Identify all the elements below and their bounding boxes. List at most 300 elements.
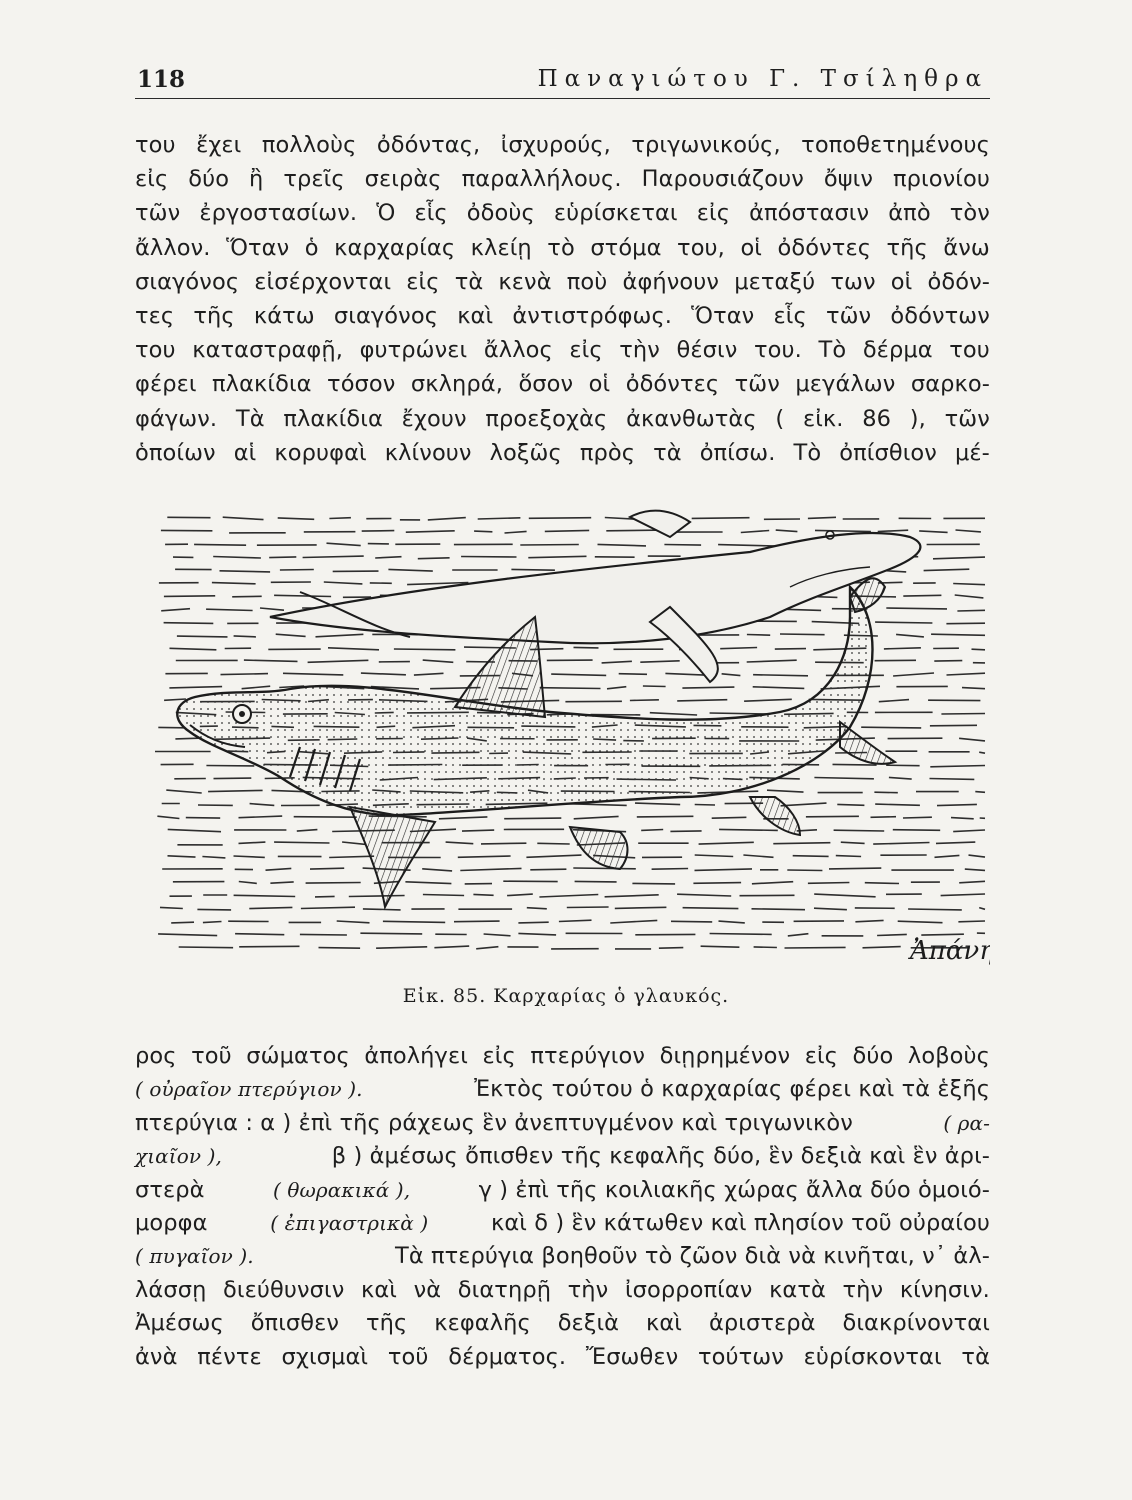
water-stroke [169,687,222,688]
text-line [135,128,990,162]
fin-term: χιαῖον ), [135,1144,222,1169]
water-stroke [462,830,494,831]
water-stroke [474,531,492,532]
word: τὴν [619,337,660,364]
water-stroke [530,869,566,870]
text-line [135,1107,990,1140]
word: νὰ [413,1276,442,1303]
water-stroke [177,636,228,637]
word: ), [909,405,926,432]
water-stroke [874,792,897,793]
water-stroke [280,570,314,571]
word: δύο [188,166,230,193]
water-stroke [383,921,445,922]
water-stroke [741,531,769,533]
water-stroke [903,817,932,818]
water-stroke [972,649,986,650]
word: φάγων. [135,405,218,432]
water-stroke [722,674,741,676]
water-stroke [718,545,777,546]
water-stroke [406,531,455,532]
water-stroke [855,920,883,921]
word: διῃρημένον [659,1043,791,1069]
water-stroke [951,818,974,819]
word: τὸν [949,200,990,227]
water-stroke [573,868,636,869]
text-line [135,1307,990,1340]
water-stroke [269,557,296,558]
word: σιαγόνος [333,302,439,329]
water-stroke [297,830,318,832]
word: ἰσχυρούς, [500,132,611,158]
word: ἀκανθωτὰς [626,405,757,432]
word: του, [677,234,725,261]
water-stroke [337,921,370,923]
water-stroke [875,622,932,623]
word: ὅσον [518,371,574,398]
water-stroke [747,660,797,662]
water-stroke [194,544,246,545]
water-stroke [955,595,984,598]
text-line [135,1140,990,1173]
word: κλείῃ [470,234,532,261]
water-stroke [712,817,747,818]
water-stroke [458,856,511,857]
water-stroke [959,738,985,741]
water-stroke [602,661,632,663]
water-stroke [164,623,214,624]
word: καὶ [360,1276,397,1303]
water-stroke [539,895,598,898]
word: εἷς [773,302,807,329]
word: ὁ [304,234,319,261]
word: τοῦ [191,1043,232,1069]
fin-term: ( θωρακικά ), [273,1177,411,1202]
water-stroke [941,894,985,896]
water-stroke [164,699,186,700]
water-stroke [168,856,196,857]
water-stroke [953,584,985,585]
water-stroke [836,856,861,857]
word: του. [754,337,802,364]
water-stroke [239,816,283,818]
word: τὸ [547,234,575,261]
water-stroke [329,518,351,519]
water-stroke [793,856,829,857]
water-stroke [239,946,299,947]
water-stroke [903,595,941,596]
word: ἄλλος [483,337,553,364]
water-stroke [283,673,343,675]
word: ἀπὸ [888,200,931,227]
water-stroke [780,634,825,635]
water-stroke [316,634,364,637]
water-stroke [776,530,798,532]
water-stroke [461,557,516,558]
water-stroke [695,805,715,806]
water-stroke [693,883,741,884]
water-stroke [788,934,809,936]
water-stroke [719,829,778,830]
water-stroke [833,764,877,765]
water-stroke [414,673,444,675]
word: εἰς [135,166,169,193]
word: τὴν [567,1276,609,1303]
water-stroke [743,855,773,857]
water-stroke [806,816,859,817]
water-stroke [276,634,306,636]
water-stroke [179,947,233,948]
water-stroke [454,921,500,922]
water-stroke [164,596,215,597]
word: μέ- [954,439,990,466]
water-stroke [260,608,284,610]
word: τῶν [734,371,780,398]
word: ὀδοὺς [466,200,535,227]
water-stroke [567,907,609,908]
word: θέσιν [676,337,738,364]
water-stroke [303,556,364,557]
word: ἔχει [196,132,242,158]
water-stroke [527,908,547,909]
water-stroke [695,855,734,857]
word: ἔχουν [401,405,467,432]
water-stroke [214,778,252,779]
water-stroke [434,946,469,948]
word: του [135,132,176,158]
water-stroke [342,842,366,844]
word: καρχαρίας [334,234,456,261]
water-stroke [863,947,901,948]
water-stroke [637,816,694,817]
word: εἷς [414,200,448,227]
water-stroke [232,596,262,597]
text-fragment: β ) ἀμέσως ὄπισθεν τῆς κεφαλῆς δύο, ἓν δεξιὰ καὶ ἓν ἀρι- [331,1143,990,1170]
water-stroke [808,883,850,884]
water-stroke [551,674,606,675]
word: ὁποίων [135,439,216,466]
water-stroke [752,882,793,884]
text-line [135,436,990,470]
word: Ἔσωθεν [585,1343,679,1370]
water-stroke [699,842,754,844]
water-stroke [632,883,675,884]
word: τοῦ [387,1343,429,1370]
word: ἄνω [943,234,990,261]
water-stroke [640,661,679,662]
word: εἰς [482,1043,516,1069]
water-stroke [505,531,527,533]
word: ἰσορροπίαν [624,1276,753,1303]
water-stroke [518,922,548,923]
water-stroke [206,609,253,610]
text-line [135,1341,990,1374]
water-stroke [635,803,680,805]
water-stroke [898,921,943,923]
word: Τὸ [793,439,822,466]
text-fragment: Τὰ πτερύγια βοηθοῦν τὸ ζῶον διὰ νὰ κινῆται, ν᾽ ἀλ- [394,1243,990,1270]
water-stroke [814,894,875,897]
word: δεξιὰ [557,1310,620,1337]
water-stroke [619,674,647,675]
water-stroke [875,804,920,805]
word: τόσον [327,371,396,398]
water-stroke [785,947,846,948]
water-stroke [814,778,874,779]
word: ρος [135,1043,177,1069]
water-stroke [953,830,985,832]
word: τῶν [825,302,872,329]
water-stroke [630,700,659,701]
water-stroke [484,934,511,936]
word: τῆς [886,234,928,261]
figure-caption: Εἰκ. 85. Καρχαρίας ὁ γλαυκός. [402,985,730,1007]
word: εἰς [569,337,603,364]
word: ὀδόν- [927,268,990,295]
word: διατηρῇ [457,1276,552,1303]
word: σειρὰς [364,166,442,193]
word: Τὰ [235,405,265,432]
water-stroke [360,933,422,934]
water-stroke [979,908,985,910]
water-stroke [744,699,792,701]
water-stroke [682,687,734,688]
word: διεύθυνσιν [223,1276,345,1303]
fin-term: ( οὐραῖον πτερύγιον ). [135,1077,363,1102]
water-stroke [244,660,298,661]
water-stroke [937,804,977,805]
water-stroke [754,947,777,948]
water-stroke [921,934,964,935]
word: δέρμα [862,337,933,364]
word: σχισμαὶ [281,1343,369,1370]
water-stroke [235,934,284,935]
water-stroke [861,727,921,728]
water-stroke [753,687,805,689]
water-stroke [202,857,225,858]
water-stroke [934,661,962,662]
water-stroke [969,855,986,857]
water-stroke [871,817,897,818]
water-stroke [540,688,601,689]
water-stroke [671,921,712,922]
word: κατὰ [769,1276,826,1303]
water-stroke [610,920,657,923]
water-stroke [930,725,977,726]
water-stroke [878,530,909,531]
water-stroke [710,934,772,935]
water-stroke [947,673,986,675]
water-stroke [753,675,808,676]
water-stroke [158,934,217,936]
water-stroke [507,894,533,896]
word: ὀδόντων [890,302,990,329]
word: εἰς [406,268,440,295]
word: πτερύγιον [530,1043,646,1069]
water-stroke [460,868,521,870]
water-stroke [423,660,454,662]
word: δέρματος. [448,1343,567,1370]
water-stroke [719,921,745,923]
word: ( [775,405,785,432]
water-stroke [670,831,701,832]
word: εἰκ. [802,405,844,432]
text-fragment: μορφα [135,1209,208,1236]
word: σαρκο- [910,371,990,398]
water-stroke [931,634,985,635]
word: Παρουσιάζουν [641,166,804,193]
water-stroke [643,686,666,687]
word: Ὁ [376,200,396,227]
water-stroke [221,674,269,675]
word: ἀπόστασιν [749,200,870,227]
word: τούτων [698,1343,784,1370]
water-stroke [175,738,198,739]
word: εὑρίσκονται [803,1343,942,1370]
water-stroke [319,948,361,949]
water-stroke [362,531,395,532]
water-stroke [893,830,940,831]
word: τριγωνικούς, [631,132,781,158]
word: Ὅταν [691,302,755,329]
water-stroke [962,688,985,689]
word: σιαγόνος [135,268,240,295]
water-stroke [781,803,827,806]
water-stroke [234,636,256,637]
water-stroke [677,700,727,701]
water-stroke [747,635,770,636]
water-stroke [327,543,361,545]
water-stroke [834,830,885,831]
water-stroke [249,907,292,908]
water-stroke [526,855,581,857]
fin-term: ( ρα- [943,1110,990,1135]
water-stroke [575,881,617,882]
water-stroke [773,843,830,844]
word: ἀριστερὰ [708,1310,816,1337]
text-line [135,1040,990,1073]
text-fragment: στερὰ [135,1176,205,1203]
water-stroke [518,933,556,935]
word: εὑρίσκεται [553,200,678,227]
word: κορυφαὶ [274,439,367,466]
water-stroke [893,673,934,676]
paragraph-top [135,128,990,470]
water-stroke [664,545,701,546]
water-stroke [223,517,264,519]
word: τες [135,302,175,329]
word: κάτω [253,302,315,329]
word: τὴν [842,1276,884,1303]
water-stroke [520,545,579,546]
word: οἱ [588,371,611,398]
water-stroke [720,648,757,649]
page-number: 118 [137,66,186,93]
word: εἰσέρχονται [254,268,392,295]
word: κλίνουν [384,439,472,466]
water-stroke [979,752,985,753]
word: ἀφήνουν [622,268,720,295]
water-stroke [873,843,929,845]
fin-term: ( πυγαῖον ). [135,1244,254,1269]
water-stroke [930,779,975,780]
word: τρεῖς [283,166,345,193]
water-stroke [886,608,947,609]
word: ὄπισθεν [250,1310,340,1337]
word: Ἀμέσως [135,1310,224,1337]
water-stroke [959,881,985,883]
word: κίνησιν. [899,1276,990,1303]
word: οἱ [740,234,763,261]
water-stroke [946,623,985,624]
water-stroke [234,856,265,857]
water-stroke [537,843,569,844]
water-stroke [615,907,667,908]
word: δύο [852,1043,894,1069]
text-fragment: Ἐκτὸς τούτου ὁ καρχαρίας φέρει καὶ τὰ ἑξῆς [474,1076,990,1103]
word: ἄλλον. [135,234,211,261]
word: τῆς [365,1310,408,1337]
water-stroke [787,870,822,871]
water-stroke [242,686,271,689]
water-stroke [388,569,432,571]
word: φυτρώνει [359,337,468,364]
text-line [135,367,990,401]
text-line [135,1240,990,1273]
word: σώματος [246,1043,350,1069]
word: ἢ [249,166,264,193]
water-stroke [775,649,806,650]
word: διακρίνονται [842,1310,990,1337]
text-fragment: πτερύγια : α ) ἐπὶ τῆς ράχεως ἓν ἀνεπτυγμένον καὶ τριγωνικὸν [135,1109,853,1136]
word: Ὅταν [226,234,290,261]
word: πριονίου [893,166,990,193]
water-stroke [308,660,369,662]
water-stroke [239,842,266,843]
water-stroke [270,882,293,883]
word: ὀδόντας, [376,132,481,158]
word: πρὸς [579,439,636,466]
water-stroke [203,922,222,923]
water-stroke [504,818,561,819]
word: του [135,337,176,364]
water-stroke [422,869,452,871]
water-stroke [376,947,427,948]
word: καὶ [457,302,494,329]
water-stroke [363,909,401,910]
water-stroke [186,818,220,819]
water-stroke [446,842,474,844]
word: πέντε [197,1343,262,1370]
word: του [949,337,990,364]
water-stroke [683,908,739,909]
text-fragment: καὶ δ ) ἓν κάτωθεν καὶ πλησίον τοῦ οὐραίου [490,1209,990,1236]
word: εἰς [804,1043,838,1069]
word: πολλοὺς [261,132,357,158]
water-stroke [975,792,985,793]
water-stroke [161,609,190,611]
water-stroke [375,557,401,558]
water-stroke [423,895,464,896]
word: ποὺ [566,268,608,295]
water-stroke [328,648,379,650]
water-stroke [528,556,586,557]
water-stroke [301,907,355,908]
water-stroke [439,817,488,819]
text-fragment: γ ) ἐπὶ τῆς κοιλιακῆς χώρας ἄλλα δύο ὁμοιό- [478,1176,990,1203]
water-stroke [598,544,647,546]
water-stroke [394,649,456,650]
